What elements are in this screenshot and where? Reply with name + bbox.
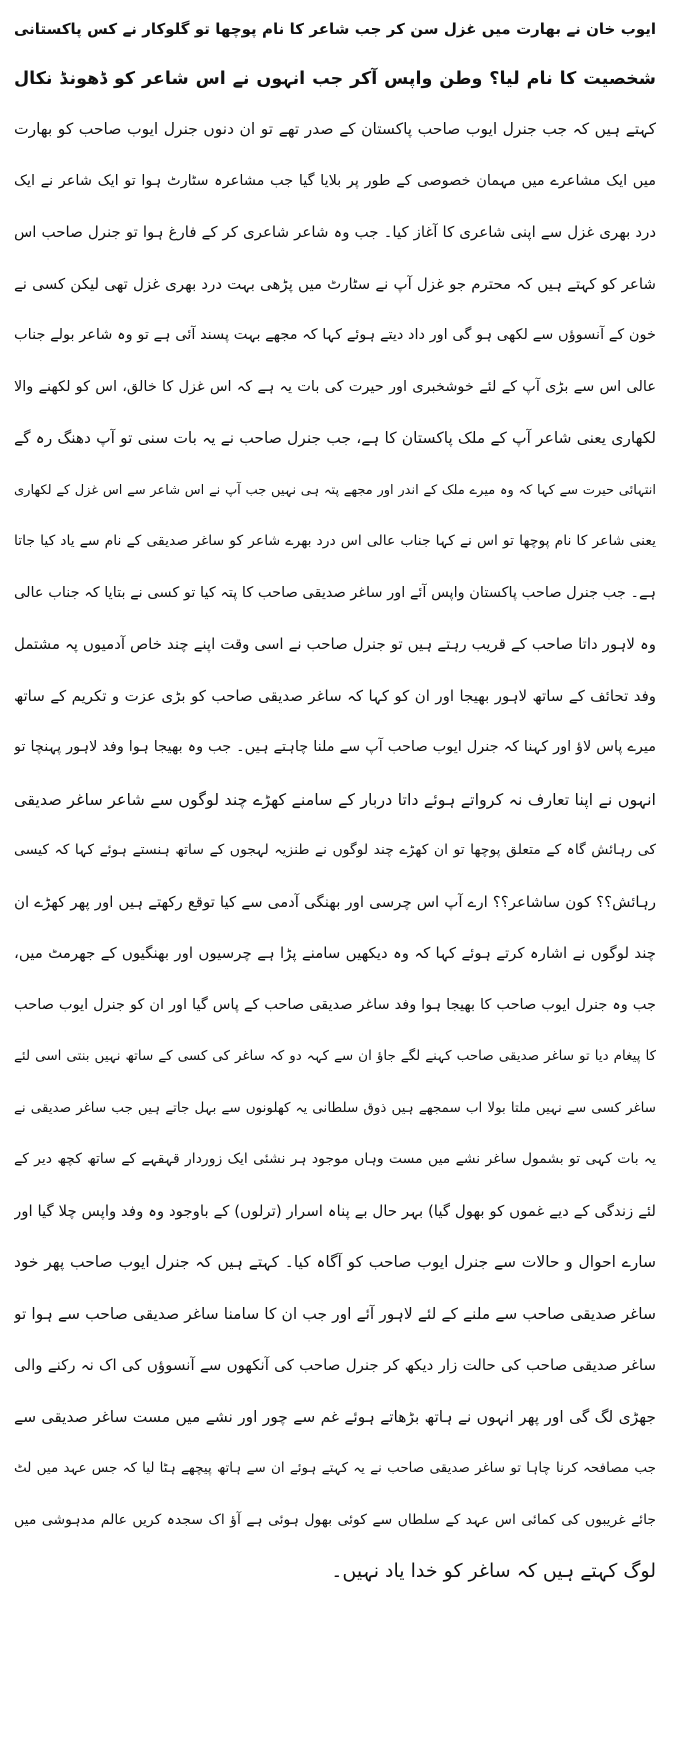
article-headline [14,4,656,104]
body-line: ساغر صدیقی صاحب کی حالت زار دیکھ کر جنرل صاحب کی آنکھوں سے آنسوؤں کی اک نہ رکنے والی [14,1356,656,1374]
body-line: ساغر کسی سے نہیں ملتا بولا اب سمجھے ہیں ذوق سلطانی یہ کھلونوں سے بہل جاتے ہیں جب ساغر صدیقی نے [14,1099,656,1116]
body-line: کی رہائش گاہ کے متعلق پوچھا تو ان کھڑے چند لوگوں نے طنزیہ لہجوں کے ساتھ ہنستے ہوئے کہا کہ کیسی [14,842,656,858]
article [14,4,656,1756]
body-line: لکھاری یعنی شاعر آپ کے ملک پاکستان کا ہے، جب جنرل صاحب نے یہ بات سنی تو آپ دھنگ رہ گے [14,429,656,447]
headline-line: شخصیت کا نام لیا؟ وطن واپس آکر جب انہوں نے اس شاعر کو ڈھونڈ نکال [14,69,656,89]
body-line: لئے زندگی کے دیے غموں کو بھول گیا) بہر حال بے پناہ اسرار (ترلوں) کے باوجود وہ وفد واپس چلا گیا اور [14,1201,656,1220]
body-line: خون کے آنسوؤں سے لکھی ہو گی اور داد دیتے ہوئے کہا کہ مجھے بہت پسند آئی ہے تو وہ شاعر بولے جناب [14,327,656,343]
body-line: ساغر صدیقی صاحب سے ملنے کے لئے لاہور آئے اور جب ان کا سامنا ساغر صدیقی صاحب سے ہوا تو [14,1304,656,1323]
body-line: وہ لاہور داتا صاحب کے قریب رہتے ہیں تو جنرل صاحب نے اسی وقت اپنے چند خاص آدمیوں پہ مشتمل [14,635,656,653]
body-line: میں ایک مشاعرے میں مہمان خصوصی کے طور پر بلایا گیا جب مشاعرہ سٹارٹ ہوا تو ایک شاعر نے ایک [14,172,656,189]
article-body [14,104,656,1598]
body-line: درد بھری غزل سے اپنی شاعری کا آغاز کیا۔ جب وہ شاعر شاعری کر کے فارغ ہوا تو جنرل صاحب اس [14,223,656,241]
headline-line: ایوب خان نے بھارت میں غزل سن کر جب شاعر کا نام پوچھا تو گلوکار نے کس پاکستانی [14,20,656,38]
body-line: سارے احوال و حالات سے جنرل ایوب صاحب کو آگاہ کیا۔ کہتے ہیں کہ جنرل ایوب صاحب پھر خود [14,1253,656,1271]
body-line: انتہائی حیرت سے کہا کہ وہ میرے ملک کے اندر اور مجھے پتہ ہی نہیں جب آپ نے اس شاعر سے اس غزل کے لکھاری [14,482,656,498]
body-line: میرے پاس لاؤ اور کہنا کہ جنرل ایوب صاحب آپ سے ملنا چاہتے ہیں۔ جب وہ بھیجا ہوا وفد لاہور پہنچا تو [14,739,656,755]
body-line: جھڑی لگ گی اور پھر انہوں نے ہاتھ بڑھاتے ہوئے غم سے چور اور نشے میں مست ساغر صدیقی سے [14,1407,656,1426]
body-line: وفد تحائف کے ساتھ لاہور بھیجا اور ان کو کہا کہ ساغر صدیقی صاحب کو بڑی عزت و تکریم کے ساتھ [14,686,656,705]
body-line: ہے۔ جب جنرل صاحب پاکستان واپس آئے اور ساغر صدیقی صاحب کا پتہ کیا تو کسی نے بتایا کہ جناب عالی [14,584,656,601]
body-line: جائے غریبوں کی کمائی اس عہد کے سلطاں سے کوئی بھول ہوئی ہے آؤ اک سجدہ کریں عالم مدہوشی میں [14,1511,656,1528]
body-line: رہائش؟؟ کون ساشاعر؟؟ ارے آپ اس چرسی اور بھنگی آدمی سے کیا توقع رکھتے ہیں اور پھر کھڑے ان [14,892,656,911]
body-line: جب مصافحہ کرنا چاہا تو ساغر صدیقی صاحب نے یہ کہتے ہوئے ان سے ہاتھ پیچھے ہٹا لیا کہ جس عہد میں لٹ [14,1460,656,1476]
body-line: کہتے ہیں کہ جب جنرل ایوب صاحب پاکستان کے صدر تھے تو ان دنوں جنرل ایوب صاحب کو بھارت [14,120,656,138]
body-line: عالی اس سے بڑی آپ کے لئے خوشخبری اور حیرت کی بات یہ ہے کہ اس غزل کا خالق، اس کو لکھنے والا [14,378,656,395]
body-line: یعنی شاعر کا نام پوچھا تو اس نے کہا جناب عالی اس درد بھرے شاعر کو ساغر صدیقی کے نام سے یاد کیا جاتا [14,533,656,549]
body-line: کا پیغام دیا تو ساغر صدیقی صاحب کہنے لگے جاؤ ان سے کہہ دو کہ ساغر کی کسی کے ساتھ نہیں بنتی اسی لئے [14,1048,656,1064]
body-line: یہ بات کہی تو بشمول ساغر نشے میں مست وہاں موجود ہر نشئی ایک زوردار قہقہے کے ساتھ کچھ دیر کے [14,1151,656,1167]
body-line: انہوں نے اپنا تعارف نہ کرواتے ہوئے داتا دربار کے سامنے کھڑے چند لوگوں سے شاعر ساغر صدیقی [14,789,656,809]
body-line: لوگ کہتے ہیں کہ ساغر کو خدا یاد نہیں۔ [331,1560,656,1582]
body-line: جب وہ جنرل ایوب صاحب کا بھیجا ہوا وفد ساغر صدیقی صاحب کے پاس گیا اور ان کو جنرل ایوب صاحب [14,996,656,1013]
body-line: شاعر کو کہتے ہیں کہ محترم جو غزل آپ نے سٹارٹ میں پڑھی بہت درد بھری غزل تھی لیکن کسی نے [14,274,656,293]
body-line: چند لوگوں نے اشارہ کرتے ہوئے کہا کہ وہ دیکھیں سامنے پڑا ہے چرسیوں اور بھنگیوں کے جھرمٹ میں، [14,944,656,962]
